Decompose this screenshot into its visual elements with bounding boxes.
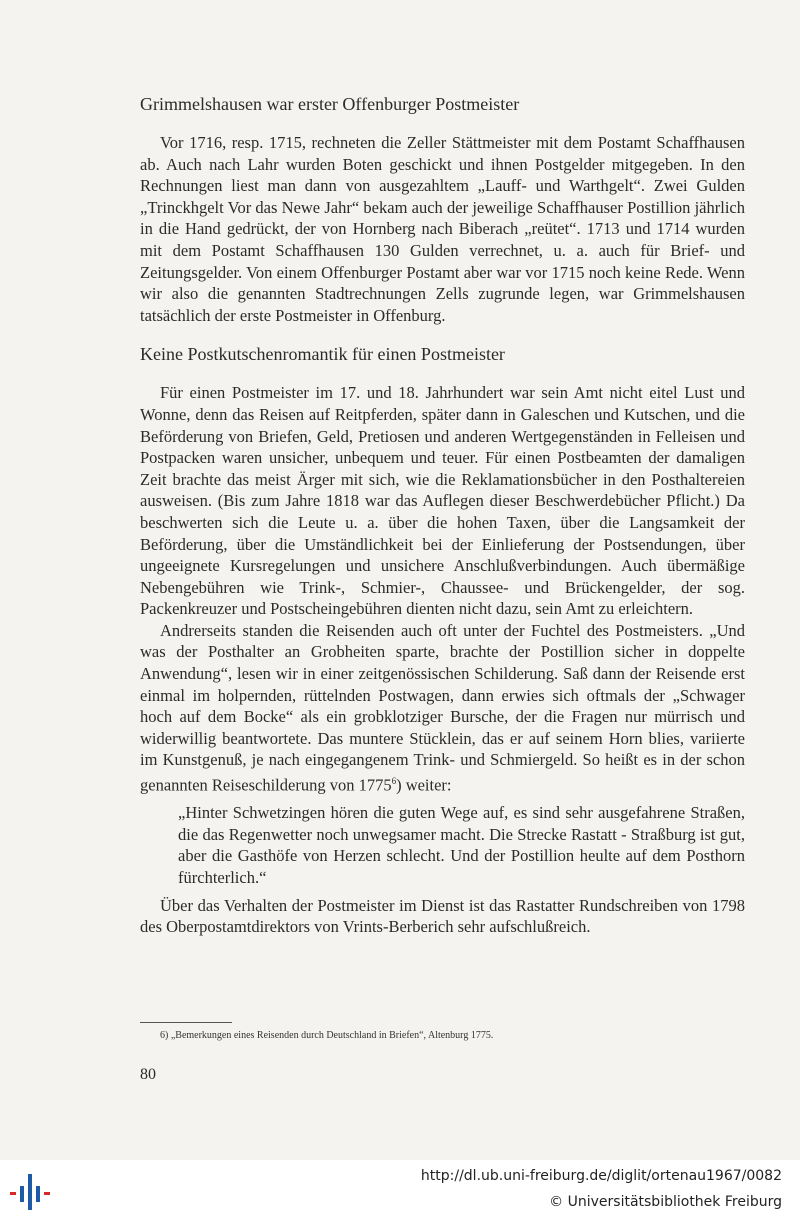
source-url-link[interactable]: http://dl.ub.uni-freiburg.de/diglit/ortenau1967/0082 bbox=[420, 1168, 782, 1184]
paragraph-3-end: ) weiter: bbox=[396, 775, 452, 795]
page-body bbox=[140, 92, 745, 938]
paragraph-3-text: Andrerseits standen die Reisenden auch oft unter der Fuchtel des Postmeisters. „Und was der Posthalter an Grobheiten sparte, brachte der Postillion sicher in doppelte Anwendung“, lesen wir in einer zeitgenössischen Schilderung. Saß dann der Reisende erst einmal im holpernden, rüttelnden Postwagen, dann erwies sich oftmals der „Schwager hoch auf dem Bocke“ als ein grobklotziger Bursche, der die Fragen nur mürrisch und widerwillig beantwortete. Das muntere Stücklein, das er auf seinem Horn blies, variierte im Kunstgenuß, je nach eingegangenem Trink- und Schmiergeld. So heißt es in der schon genannten Reiseschilderung von 1775 bbox=[140, 620, 745, 795]
copyright-notice: © Universitätsbibliothek Freiburg bbox=[549, 1194, 782, 1210]
page-number: 80 bbox=[140, 1066, 156, 1083]
paragraph-4: Über das Verhalten der Postmeister im Dienst ist das Rastatter Rundschreiben von 1798 des Oberpostamtdirektors von Vrints-Berberich sehr aufschlußreich. bbox=[140, 895, 745, 937]
section-heading-grimmelshausen: Grimmelshausen war erster Offenburger Postmeister bbox=[140, 94, 520, 114]
paragraph-2: Für einen Postmeister im 17. und 18. Jahrhundert war sein Amt nicht eitel Lust und Wonne, denn das Reisen auf Reitpferden, später dann in Galeschen und Kutschen, und die Beförderung von Briefen, Geld, Pretiosen und anderen Wertgegenständen in Felleisen und Postpacken waren unsicher, unbequem und teuer. Für einen Postbeamten der damaligen Zeit brachte das meist Ärger mit sich, wie die Reklamationsbücher in den Posthaltereien ausweisen. (Bis zum Jahre 1818 war das Auflegen dieser Beschwerdebücher Pflicht.) Da beschwerten sich die Leute u. a. über die hohen Taxen, über die Langsamkeit der Beförderung, über die Umständlichkeit bei der Einlieferung der Postsendungen, über ungeeignete Kursregelungen und unsichere Anschlußverbindungen. Auch übermäßige Nebengebühren wie Trink-, Schmier-, Chaussee- und Brückengelder, der sog. Packenkreuzer und Postscheingebühren dienten nicht dazu, sein Amt zu erleichtern. bbox=[140, 383, 745, 619]
footnote: 6) „Bemerkungen eines Reisenden durch Deutschland in Briefen“, Altenburg 1775. bbox=[160, 1030, 494, 1041]
section-heading-postkutschenromantik: Keine Postkutschenromantik für einen Postmeister bbox=[140, 344, 505, 365]
paragraph-3 bbox=[140, 620, 745, 796]
footnote-rule bbox=[140, 1022, 232, 1023]
ub-freiburg-logo-icon bbox=[8, 1172, 52, 1212]
block-quote: „Hinter Schwetzingen hören die guten Wege auf, es sind sehr ausgefahrene Straßen, die das Regenwetter noch unwegsamer macht. Die Strecke Rastatt - Straßburg ist gut, aber die Gasthöfe von Herzen schlecht. Und der Postillion heulte auf dem Posthorn fürchterlich.“ bbox=[178, 803, 745, 887]
paragraph-1: Vor 1716, resp. 1715, rechneten die Zeller Stättmeister mit dem Postamt Schaffhausen ab. Auch nach Lahr wurden Boten geschickt und ihnen Postgelder mitgegeben. In den Rechnungen liest man dann von ausgezahltem „Lauff- und Warthgelt“. Zwei Gulden „Trinckhgelt Vor das Newe Jahr“ bekam auch der jeweilige Schaffhauser Postillion jährlich in die Hand gedrückt, der von Hornberg nach Biberach „reütet“. 1713 und 1714 wurden mit dem Postamt Schaffhausen 130 Gulden verrechnet, u. a. auch für Brief- und Zeitungsgelder. Von einem Offenburger Postamt aber war vor 1715 noch keine Rede. Wenn wir also die genannten Stadtrechnungen Zells zugrunde legen, war Grimmelshausen tatsächlich der erste Postmeister in Offenburg. bbox=[140, 133, 745, 325]
footnote-marker: 6 bbox=[391, 776, 397, 787]
